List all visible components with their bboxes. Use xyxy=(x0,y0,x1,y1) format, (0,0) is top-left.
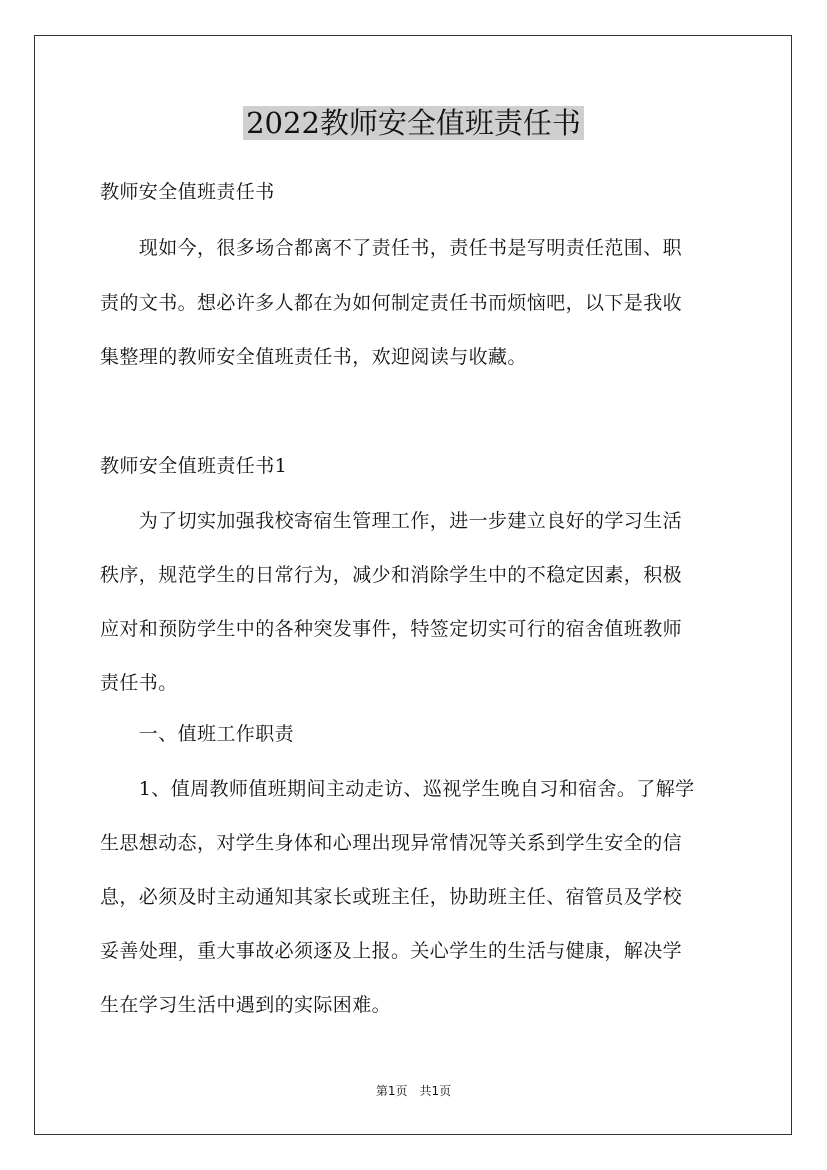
document-title xyxy=(0,104,827,142)
page-number: 第1页 xyxy=(375,1084,408,1098)
paragraph-line: 息，必须及时主动通知其家长或班主任，协助班主任、宿管员及学校 xyxy=(100,886,683,908)
page-total: 共1页 xyxy=(419,1084,452,1098)
document-subtitle: 教师安全值班责任书 xyxy=(100,181,275,203)
paragraph-line: 现如今，很多场合都离不了责任书，责任书是写明责任范围、职 xyxy=(100,237,683,259)
document-title-text: 2022教师安全值班责任书 xyxy=(243,106,584,140)
paragraph-line: 1、值周教师值班期间主动走访、巡视学生晚自习和宿舍。了解学 xyxy=(100,778,695,800)
page-footer xyxy=(0,1083,827,1099)
paragraph-line: 集整理的教师安全值班责任书，欢迎阅读与收藏。 xyxy=(100,346,527,368)
paragraph-line: 为了切实加强我校寄宿生管理工作，进一步建立良好的学习生活 xyxy=(100,510,683,532)
paragraph-line: 责的文书。想必许多人都在为如何制定责任书而烦恼吧，以下是我收 xyxy=(100,292,683,314)
paragraph-line: 生思想动态，对学生身体和心理出现异常情况等关系到学生安全的信 xyxy=(100,832,683,854)
paragraph-line: 生在学习生活中遇到的实际困难。 xyxy=(100,994,392,1016)
paragraph-line: 秩序，规范学生的日常行为，减少和消除学生中的不稳定因素，积极 xyxy=(100,564,683,586)
paragraph-line: 责任书。 xyxy=(100,672,178,694)
subsection-heading: 一、值班工作职责 xyxy=(100,723,295,745)
paragraph-line: 妥善处理，重大事故必须逐及上报。关心学生的生活与健康，解决学 xyxy=(100,940,683,962)
paragraph-line: 应对和预防学生中的各种突发事件，特签定切实可行的宿舍值班教师 xyxy=(100,618,683,640)
section-heading: 教师安全值班责任书1 xyxy=(100,455,288,477)
